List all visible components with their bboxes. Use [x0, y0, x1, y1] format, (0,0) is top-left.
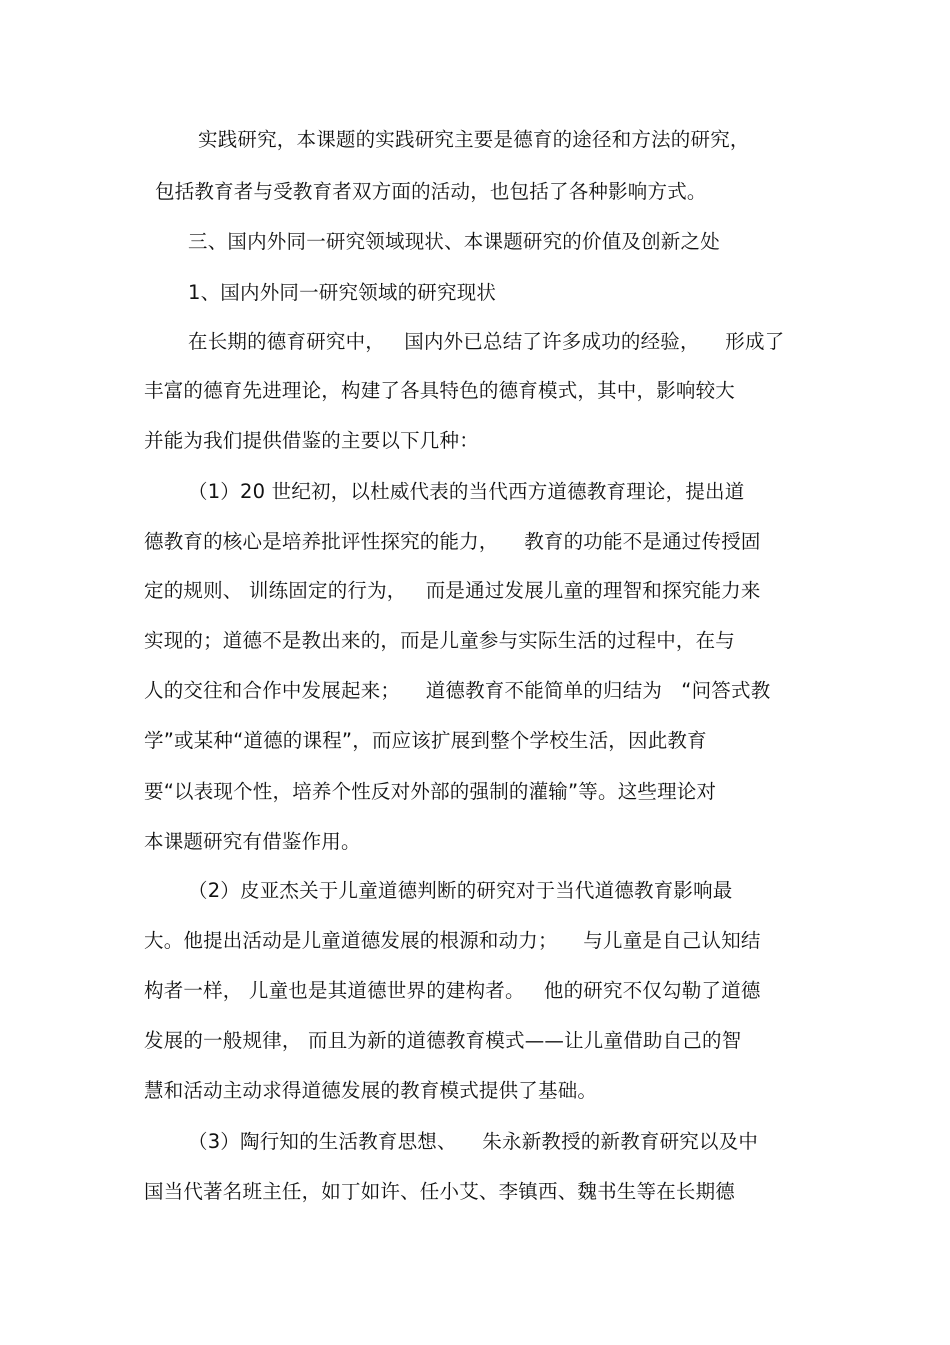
text-line-14: 要“以表现个性，培养个性反对外部的强制的灌输”等。这些理论对 — [144, 780, 717, 803]
section-heading: 三、国内外同一研究领域现状、本课题研究的价值及创新之处 — [188, 230, 720, 253]
text-line-1: 实践研究，本课题的实践研究主要是德育的途径和方法的研究， — [198, 128, 750, 151]
text-line-20: 慧和活动主动求得道德发展的教育模式提供了基础。 — [144, 1079, 598, 1102]
text-line-12: 人的交往和合作中发展起来； 道德教育不能简单的归结为 “问答式教 — [144, 679, 771, 702]
text-line-8: （1）20 世纪初，以杜威代表的当代西方道德教育理论，提出道 — [188, 480, 745, 503]
text-line-13: 学”或某种“道德的课程”，而应该扩展到整个学校生活，因此教育 — [144, 729, 707, 752]
text-line-19: 发展的一般规律， 而且为新的道德教育模式——让儿童借助自己的智 — [144, 1029, 742, 1052]
text-line-5: 在长期的德育研究中， 国内外已总结了许多成功的经验， 形成了 — [188, 330, 785, 353]
text-line-9: 德教育的核心是培养批评性探究的能力， 教育的功能不是通过传授固 — [144, 530, 761, 553]
subsection-heading: 1、国内外同一研究领域的研究现状 — [188, 281, 497, 304]
text-line-22: 国当代著名班主任，如丁如许、任小艾、李镇西、魏书生等在长期德 — [144, 1180, 736, 1203]
text-line-11: 实现的；道德不是教出来的，而是儿童参与实际生活的过程中，在与 — [144, 629, 736, 652]
text-line-16: （2）皮亚杰关于儿童道德判断的研究对于当代道德教育影响最 — [188, 879, 733, 902]
text-line-6: 丰富的德育先进理论，构建了各具特色的德育模式，其中，影响较大 — [144, 379, 736, 402]
text-line-17: 大。他提出活动是儿童道德发展的根源和动力； 与儿童是自己认知结 — [144, 929, 761, 952]
text-line-15: 本课题研究有借鉴作用。 — [144, 830, 361, 853]
text-line-18: 构者一样， 儿童也是其道德世界的建构者。 他的研究不仅勾勒了道德 — [144, 979, 761, 1002]
text-line-21: （3）陶行知的生活教育思想、 朱永新教授的新教育研究以及中 — [188, 1130, 759, 1153]
text-line-2: 包括教育者与受教育者双方面的活动，也包括了各种影响方式。 — [155, 180, 707, 203]
text-line-10: 定的规则、 训练固定的行为， 而是通过发展儿童的理智和探究能力来 — [144, 579, 761, 602]
text-line-7: 并能为我们提供借鉴的主要以下几种： — [144, 429, 479, 452]
